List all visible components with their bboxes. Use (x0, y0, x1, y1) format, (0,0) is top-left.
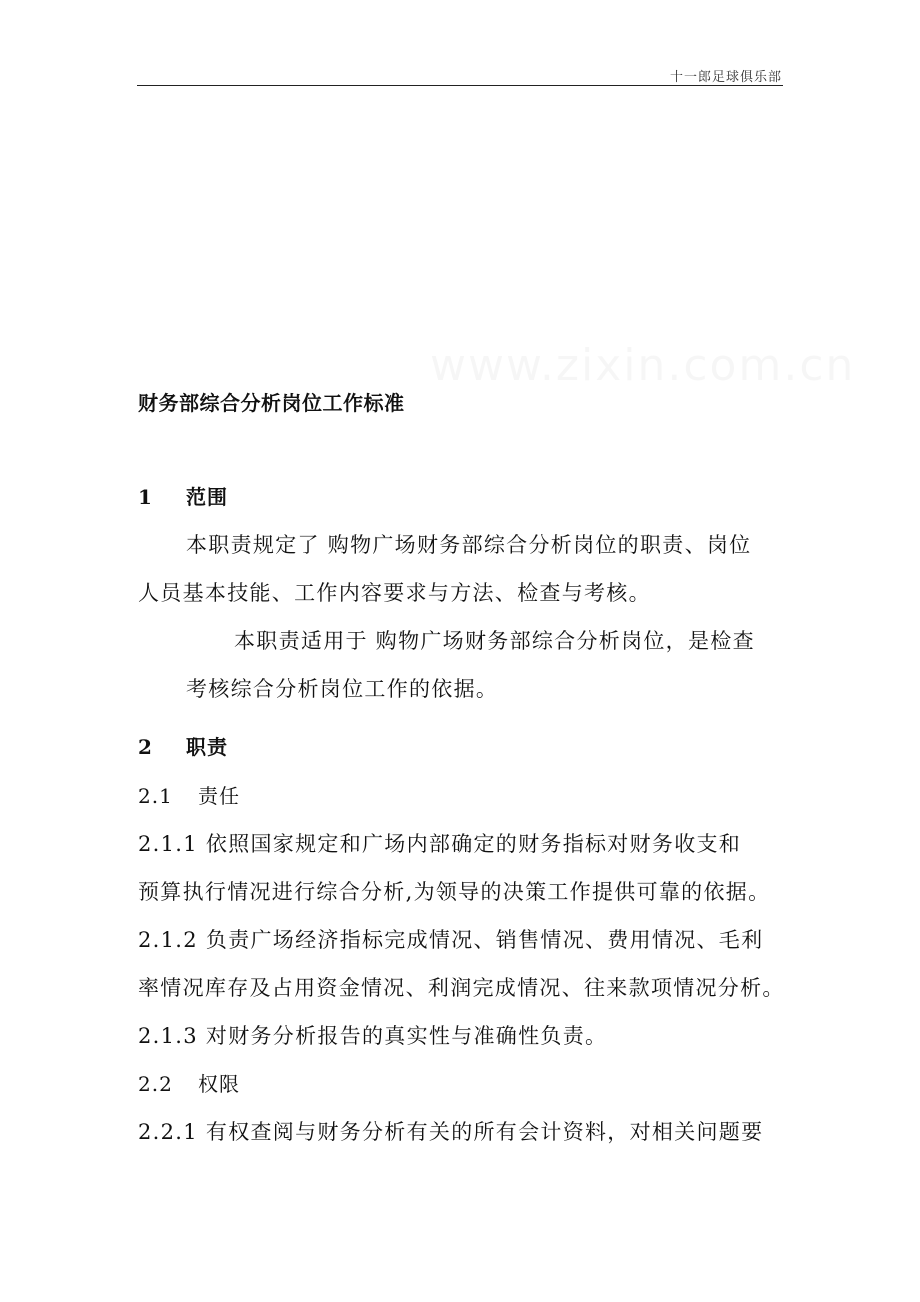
section-1-para-2-line-1: 本职责适用于 购物广场财务部综合分析岗位，是检查 (234, 629, 755, 653)
subsection-2-2-title: 权限 (198, 1072, 240, 1096)
subsection-2-1-number: 2.1 (138, 784, 173, 808)
section-1-para-1-line-2: 人员基本技能、工作内容要求与方法、检查与考核。 (138, 581, 651, 605)
section-1-para-1-line-1: 本职责规定了 购物广场财务部综合分析岗位的职责、岗位 (186, 533, 752, 557)
item-2-1-2-line-1: 2.1.2 负责广场经济指标完成情况、销售情况、费用情况、毛利 (138, 928, 764, 952)
section-1-title: 范围 (186, 485, 228, 509)
item-2-1-1-line-2: 预算执行情况进行综合分析,为领导的决策工作提供可靠的依据。 (138, 880, 771, 904)
watermark (430, 340, 855, 391)
item-2-1-2-line-2: 率情况库存及占用资金情况、利润完成情况、往来款项情况分析。 (138, 976, 785, 1000)
section-2-title: 职责 (186, 735, 228, 759)
item-2-1-3-line-1: 2.1.3 对财务分析报告的真实性与准确性负责。 (138, 1024, 608, 1048)
subsection-2-1-title: 责任 (198, 784, 240, 808)
item-2-1-1-line-1: 2.1.1 依照国家规定和广场内部确定的财务指标对财务收支和 (138, 832, 742, 856)
subsection-2-2-number: 2.2 (138, 1072, 173, 1096)
section-2-number: 2 (138, 735, 152, 759)
section-1-para-2-line-2: 考核综合分析岗位工作的依据。 (186, 677, 499, 701)
item-2-2-1-line-1: 2.2.1 有权查阅与财务分析有关的所有会计资料，对相关问题要 (138, 1120, 764, 1144)
section-1-number: 1 (138, 485, 152, 509)
header-rule (137, 85, 783, 86)
header-text: 十一郎足球俱乐部 (669, 70, 782, 85)
document-title: 财务部综合分析岗位工作标准 (138, 391, 405, 415)
